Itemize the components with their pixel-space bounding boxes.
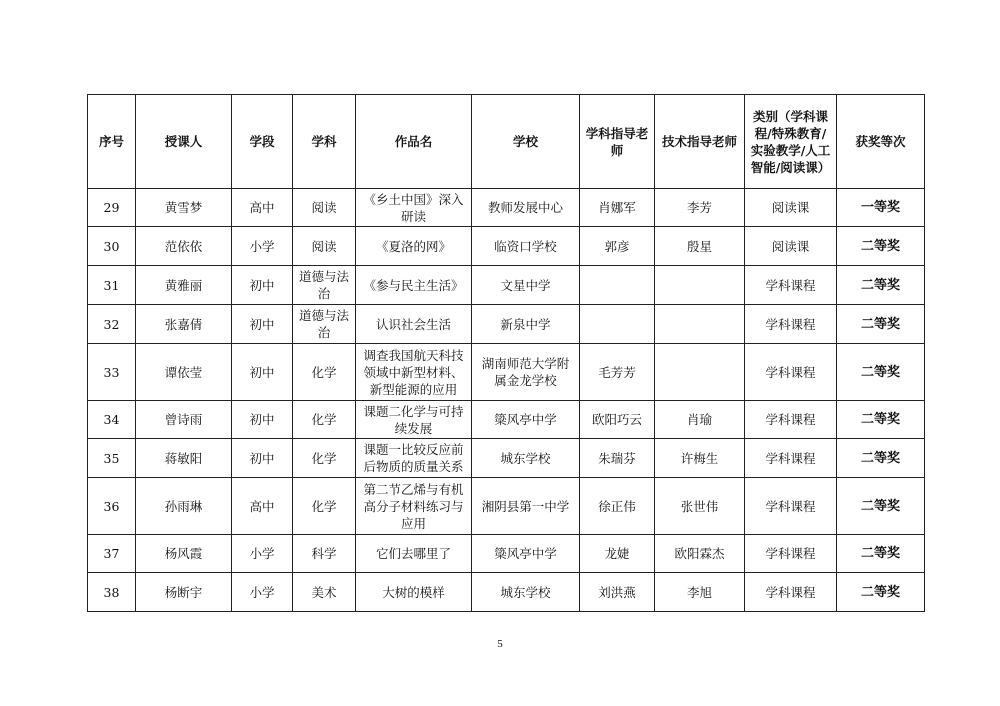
cell-category: 学科课程 xyxy=(745,478,837,535)
cell-category: 学科课程 xyxy=(745,266,837,305)
header-row xyxy=(88,95,925,189)
cell-no: 30 xyxy=(88,227,136,266)
table-row xyxy=(88,401,925,439)
cell-subject: 美术 xyxy=(293,573,356,612)
cell-stage: 高中 xyxy=(232,189,293,227)
cell-no: 31 xyxy=(88,266,136,305)
cell-category: 学科课程 xyxy=(745,439,837,478)
cell-stage: 初中 xyxy=(232,266,293,305)
cell-category: 学科课程 xyxy=(745,344,837,401)
table-row xyxy=(88,227,925,266)
header-work: 作品名 xyxy=(356,95,472,189)
cell-tech-advisor: 张世伟 xyxy=(655,478,745,535)
cell-no: 36 xyxy=(88,478,136,535)
cell-teacher: 谭依莹 xyxy=(136,344,232,401)
cell-work: 认识社会生活 xyxy=(356,305,472,344)
cell-teacher: 孙雨琳 xyxy=(136,478,232,535)
cell-subject-advisor: 郭彦 xyxy=(580,227,655,266)
cell-no: 33 xyxy=(88,344,136,401)
cell-work: 调查我国航天科技领域中新型材料、新型能源的应用 xyxy=(356,344,472,401)
cell-subject: 化学 xyxy=(293,401,356,439)
cell-school: 簗风亭中学 xyxy=(472,401,580,439)
cell-subject-advisor: 龙婕 xyxy=(580,535,655,573)
header-school: 学校 xyxy=(472,95,580,189)
cell-award: 二等奖 xyxy=(837,573,925,612)
header-teacher: 授课人 xyxy=(136,95,232,189)
cell-subject: 化学 xyxy=(293,439,356,478)
header-stage: 学段 xyxy=(232,95,293,189)
cell-award: 二等奖 xyxy=(837,227,925,266)
cell-tech-advisor: 李芳 xyxy=(655,189,745,227)
cell-award: 二等奖 xyxy=(837,344,925,401)
cell-subject-advisor: 朱瑞芬 xyxy=(580,439,655,478)
cell-subject: 科学 xyxy=(293,535,356,573)
cell-teacher: 杨断宇 xyxy=(136,573,232,612)
cell-teacher: 曾诗雨 xyxy=(136,401,232,439)
cell-no: 34 xyxy=(88,401,136,439)
cell-category: 阅读课 xyxy=(745,227,837,266)
cell-subject: 阅读 xyxy=(293,227,356,266)
cell-teacher: 黄雪梦 xyxy=(136,189,232,227)
table-row xyxy=(88,478,925,535)
cell-stage: 初中 xyxy=(232,344,293,401)
cell-subject: 道德与法治 xyxy=(293,305,356,344)
table-row xyxy=(88,189,925,227)
cell-award: 二等奖 xyxy=(837,305,925,344)
cell-tech-advisor: 殷星 xyxy=(655,227,745,266)
award-table xyxy=(87,94,925,612)
cell-teacher: 张嘉倩 xyxy=(136,305,232,344)
cell-teacher: 黄雅丽 xyxy=(136,266,232,305)
cell-subject-advisor: 徐正伟 xyxy=(580,478,655,535)
cell-tech-advisor: 李旭 xyxy=(655,573,745,612)
cell-school: 新泉中学 xyxy=(472,305,580,344)
cell-work: 大树的模样 xyxy=(356,573,472,612)
cell-teacher: 范依依 xyxy=(136,227,232,266)
cell-tech-advisor xyxy=(655,266,745,305)
cell-stage: 小学 xyxy=(232,573,293,612)
cell-award: 一等奖 xyxy=(837,189,925,227)
cell-subject-advisor: 毛芳芳 xyxy=(580,344,655,401)
cell-no: 29 xyxy=(88,189,136,227)
cell-school: 湘阴县第一中学 xyxy=(472,478,580,535)
header-subject-advisor: 学科指导老师 xyxy=(580,95,655,189)
cell-no: 38 xyxy=(88,573,136,612)
cell-work: 《夏洛的网》 xyxy=(356,227,472,266)
table-row xyxy=(88,266,925,305)
header-subject: 学科 xyxy=(293,95,356,189)
cell-stage: 高中 xyxy=(232,478,293,535)
cell-subject: 阅读 xyxy=(293,189,356,227)
cell-subject-advisor xyxy=(580,305,655,344)
cell-subject-advisor: 肖娜军 xyxy=(580,189,655,227)
cell-subject: 化学 xyxy=(293,478,356,535)
header-no: 序号 xyxy=(88,95,136,189)
page-number: 5 xyxy=(497,638,503,650)
cell-award: 二等奖 xyxy=(837,478,925,535)
header-category: 类别（学科课程/特殊教育/实验教学/人工智能/阅读课） xyxy=(745,95,837,189)
cell-work: 《乡土中国》深入研读 xyxy=(356,189,472,227)
cell-stage: 初中 xyxy=(232,401,293,439)
cell-tech-advisor xyxy=(655,305,745,344)
cell-tech-advisor: 欧阳霖杰 xyxy=(655,535,745,573)
cell-work: 第二节乙烯与有机高分子材料练习与应用 xyxy=(356,478,472,535)
table-row xyxy=(88,305,925,344)
cell-school: 湖南师范大学附属金龙学校 xyxy=(472,344,580,401)
header-tech-advisor: 技术指导老师 xyxy=(655,95,745,189)
cell-teacher: 蒋敏阳 xyxy=(136,439,232,478)
cell-tech-advisor: 肖瑜 xyxy=(655,401,745,439)
cell-work: 《参与民主生活》 xyxy=(356,266,472,305)
cell-school: 簗风亭中学 xyxy=(472,535,580,573)
cell-award: 二等奖 xyxy=(837,266,925,305)
table-row xyxy=(88,344,925,401)
cell-work: 课题一比较反应前后物质的质量关系 xyxy=(356,439,472,478)
cell-work: 课题二化学与可持续发展 xyxy=(356,401,472,439)
cell-subject: 化学 xyxy=(293,344,356,401)
cell-subject-advisor: 刘洪燕 xyxy=(580,573,655,612)
cell-no: 32 xyxy=(88,305,136,344)
cell-award: 二等奖 xyxy=(837,535,925,573)
cell-school: 教师发展中心 xyxy=(472,189,580,227)
cell-category: 学科课程 xyxy=(745,401,837,439)
award-table-container xyxy=(87,94,925,612)
cell-school: 临资口学校 xyxy=(472,227,580,266)
cell-stage: 小学 xyxy=(232,535,293,573)
cell-subject-advisor: 欧阳巧云 xyxy=(580,401,655,439)
cell-school: 城东学校 xyxy=(472,573,580,612)
cell-school: 城东学校 xyxy=(472,439,580,478)
cell-teacher: 杨风霞 xyxy=(136,535,232,573)
cell-no: 37 xyxy=(88,535,136,573)
header-award: 获奖等次 xyxy=(837,95,925,189)
cell-award: 二等奖 xyxy=(837,439,925,478)
table-body xyxy=(88,189,925,612)
cell-tech-advisor xyxy=(655,344,745,401)
table-row xyxy=(88,535,925,573)
cell-tech-advisor: 许梅生 xyxy=(655,439,745,478)
cell-work: 它们去哪里了 xyxy=(356,535,472,573)
cell-award: 二等奖 xyxy=(837,401,925,439)
cell-subject-advisor xyxy=(580,266,655,305)
cell-category: 学科课程 xyxy=(745,535,837,573)
cell-category: 阅读课 xyxy=(745,189,837,227)
cell-stage: 小学 xyxy=(232,227,293,266)
cell-school: 文星中学 xyxy=(472,266,580,305)
table-row xyxy=(88,439,925,478)
cell-subject: 道德与法治 xyxy=(293,266,356,305)
cell-category: 学科课程 xyxy=(745,305,837,344)
cell-no: 35 xyxy=(88,439,136,478)
table-row xyxy=(88,573,925,612)
cell-stage: 初中 xyxy=(232,439,293,478)
cell-category: 学科课程 xyxy=(745,573,837,612)
cell-stage: 初中 xyxy=(232,305,293,344)
